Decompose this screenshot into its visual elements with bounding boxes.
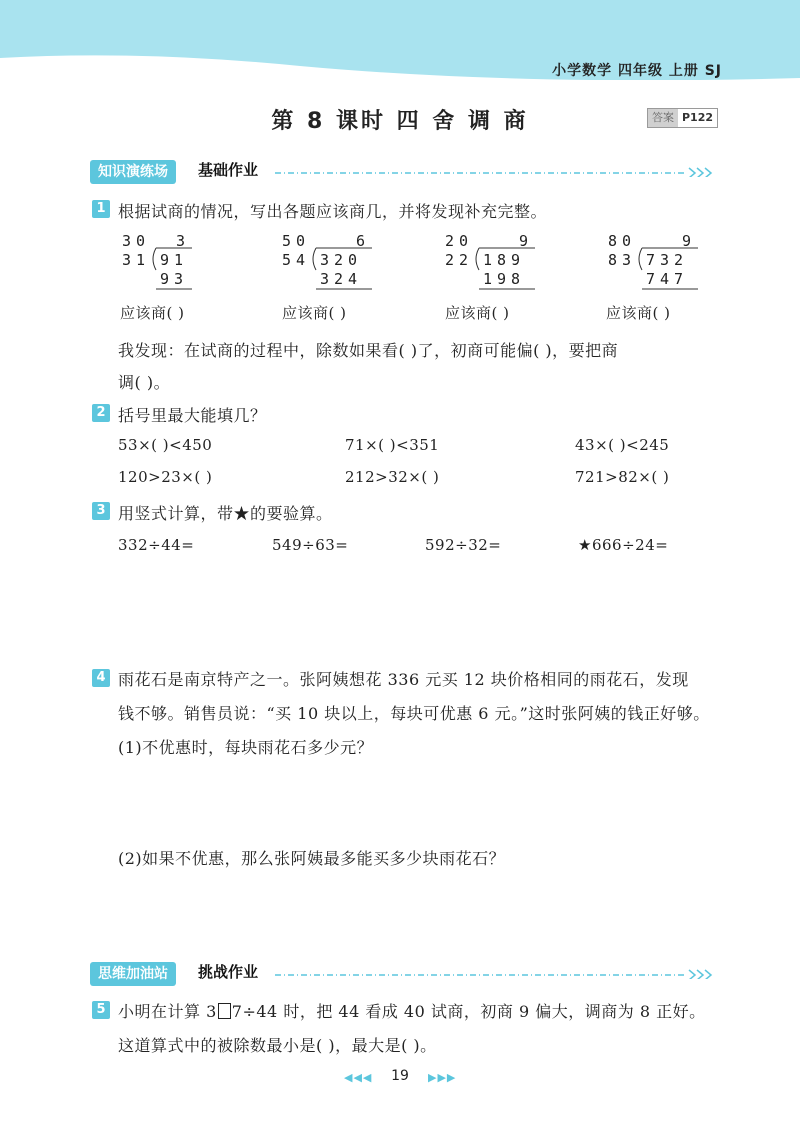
q3-item-3: 592÷32=: [425, 536, 502, 554]
question-number-4: 4: [92, 669, 110, 687]
header-meta: 小学数学 四年级 上册 SJ: [552, 63, 722, 79]
q2-item-1: 53×( )<450: [118, 436, 213, 454]
missing-digit-box: [218, 1003, 231, 1019]
division-2-quotient: 6: [356, 232, 371, 250]
question-number-5: 5: [92, 1001, 110, 1019]
answer-page: P122: [682, 111, 714, 124]
division-3-quotient: 9: [519, 232, 534, 250]
q4-sub-2: (2)如果不优惠，那么张阿姨最多能买多少块雨花石？: [118, 849, 506, 868]
finding-line-2: 调( )。: [118, 373, 171, 392]
q4-sub-1: (1)不优惠时，每块雨花石多少元？: [118, 738, 374, 757]
q4-line-1: 雨花石是南京特产之一。张阿姨想花 336 元买 12 块价格相同的雨花石，发现: [118, 670, 689, 689]
answer-prompt-3: 应该商( ): [445, 304, 510, 322]
division-3-dividend: 189: [483, 251, 526, 269]
q2-item-3: 43×( )<245: [575, 436, 670, 454]
division-3-product: 198: [483, 270, 526, 288]
answer-reference: [647, 108, 718, 128]
division-4-dividend: 732: [646, 251, 689, 269]
q3-item-2: 549÷63=: [272, 536, 349, 554]
q2-item-5: 212>32×( ): [345, 468, 440, 486]
answer-label: 答案: [648, 109, 678, 127]
q2-item-4: 120>23×( ): [118, 468, 213, 486]
section-sub-challenge: 挑战作业: [198, 963, 259, 981]
division-4-trial: 80: [608, 232, 637, 250]
division-1: [120, 232, 210, 292]
section-tag-challenge: 思维加油站: [90, 962, 176, 986]
footer-right-arrows-icon: ▶▶▶: [428, 1071, 457, 1084]
question-text-1: 根据试商的情况，写出各题应该商几，并将发现补充完整。: [118, 202, 548, 221]
division-4-quotient: 9: [682, 232, 697, 250]
question-number-3: 3: [92, 502, 110, 520]
answer-prompt-1: 应该商( ): [120, 304, 185, 322]
division-4-divisor: 83: [608, 251, 637, 269]
section-sub-basic: 基础作业: [198, 161, 259, 179]
question-text-3: 用竖式计算，带★的要验算。: [118, 504, 333, 523]
answer-prompt-2: 应该商( ): [282, 304, 347, 322]
q2-item-6: 721>82×( ): [575, 468, 670, 486]
footer-left-arrows-icon: ◀◀◀: [344, 1071, 373, 1084]
question-number-2: 2: [92, 404, 110, 422]
division-3-divisor: 22: [445, 251, 474, 269]
division-4-product: 747: [646, 270, 689, 288]
division-1-divisor: 31: [122, 251, 151, 269]
division-1-bracket: [120, 232, 210, 292]
finding-line-1: 我发现：在试商的过程中，除数如果看( )了，初商可能偏( )，要把商: [118, 341, 619, 360]
division-2-bracket: [280, 232, 390, 292]
page-number: 19: [391, 1068, 409, 1084]
division-3: [443, 232, 553, 292]
page-title: 第 8 课时 四 舍 调 商: [271, 109, 529, 134]
division-1-trial: 30: [122, 232, 151, 250]
question-number-1: 1: [92, 200, 110, 218]
q5-line-1-end: 7÷44 时，把 44 看成 40 试商，初商 9 偏大，调商为 8 正好。: [231, 1002, 706, 1021]
division-2-product: 324: [320, 270, 363, 288]
division-2-dividend: 320: [320, 251, 363, 269]
division-4: [606, 232, 716, 292]
q5-line-1: [118, 999, 706, 1022]
q4-line-2: 钱不够。销售员说：“买 10 块以上，每块可优惠 6 元。”这时张阿姨的钱正好够。: [118, 704, 710, 723]
division-2-divisor: 54: [282, 251, 311, 269]
division-2-trial: 50: [282, 232, 311, 250]
section-divider: [275, 167, 715, 177]
q3-item-4: ★666÷24=: [578, 536, 669, 554]
division-3-bracket: [443, 232, 553, 292]
question-text-2: 括号里最大能填几？: [118, 406, 267, 425]
division-1-product: 93: [160, 270, 189, 288]
division-1-quotient: 3: [176, 232, 191, 250]
q3-item-1: 332÷44=: [118, 536, 195, 554]
division-1-dividend: 91: [160, 251, 189, 269]
answer-prompt-4: 应该商( ): [606, 304, 671, 322]
section-tag-basic: 知识演练场: [90, 160, 176, 184]
q2-item-2: 71×( )<351: [345, 436, 440, 454]
section-divider-2: [275, 969, 715, 979]
division-3-trial: 20: [445, 232, 474, 250]
division-4-bracket: [606, 232, 716, 292]
division-2: [280, 232, 390, 292]
q5-line-1-start: 小明在计算 3: [118, 1002, 217, 1021]
q5-line-2: 这道算式中的被除数最小是( )，最大是( )。: [118, 1036, 437, 1055]
